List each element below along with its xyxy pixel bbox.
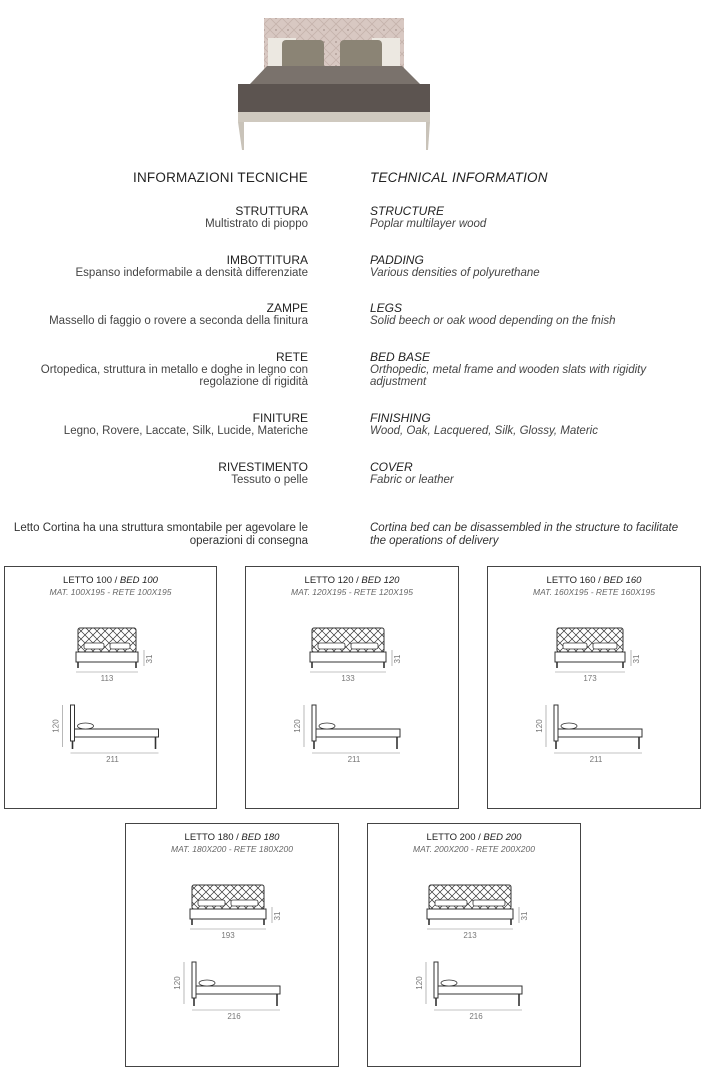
bed-front-width: 133 [341,674,355,683]
spec-label: IMBOTTITURA [226,253,308,267]
spec-label: ZAMPE [266,301,308,315]
bed-size-title-it: LETTO 160 / [546,575,604,586]
bed-base-height: 31 [520,911,529,921]
bed-size-title-it: LETTO 120 / [304,575,362,586]
spec-label: STRUTTURA [235,204,308,218]
spec-label: FINITURE [252,411,308,425]
heading-italian: INFORMAZIONI TECNICHE [133,170,308,185]
spec-label: RETE [275,350,308,364]
spec-label: BED BASE [370,350,431,364]
spec-label: LEGS [370,301,403,315]
bed-size-title-en: BED 180 [241,832,280,843]
bed-headboard-height: 120 [51,719,61,733]
bed-side-view [71,705,159,749]
bed-size-drawing [488,567,700,808]
bed-size-title-en: BED 160 [603,575,642,586]
bed-size-title-it: LETTO 200 / [426,832,484,843]
bed-size-mattress: MAT. 100X195 - RETE 100X195 [49,587,172,597]
bed-size-title-en: BED 200 [483,832,522,843]
bed-side-view [554,705,642,749]
bed-photo [222,0,442,160]
bed-base-height: 31 [273,911,282,921]
spec-value: Ortopedica, struttura in metallo e doghe in legno con regolazione di rigidità [40,363,308,388]
spec-value: Tessuto o pelle [231,473,308,486]
spec-padding-en [370,254,700,279]
bed-base-height: 31 [145,654,154,664]
spec-value: Massello di faggio o rovere a seconda della finitura [49,314,308,327]
spec-value: Multistrato di pioppo [205,217,308,230]
bed-size-title-en: BED 100 [119,575,158,586]
bed-side-length: 216 [227,1012,241,1021]
note-italian: Letto Cortina ha una struttura smontabile per agevolare le operazioni di consegna [13,522,308,547]
bed-front-width: 173 [583,674,597,683]
spec-structure-it [0,205,308,230]
spec-value: Solid beech or oak wood depending on the fnish [370,314,616,327]
bed-size-title-it: LETTO 100 / [63,575,120,586]
spec-padding-it [0,254,308,279]
bed-headboard-height: 120 [535,719,544,733]
spec-base-en [370,351,670,389]
spec-label: FINISHING [370,411,431,425]
bed-size-drawing [246,567,458,808]
spec-value: Poplar multilayer wood [370,217,487,230]
spec-structure-en [370,205,700,230]
bed-size-card [367,823,581,1067]
spec-legs-it [0,302,308,327]
bed-size-mattress: MAT. 160X195 - RETE 160X195 [533,587,655,597]
spec-label: COVER [370,460,413,474]
bed-headboard-height: 120 [173,976,182,990]
bed-front-width: 193 [221,931,235,940]
spec-value: Fabric or leather [370,473,454,486]
heading-english: TECHNICAL INFORMATION [370,170,548,185]
spec-value: Espanso indeformabile a densità differenziate [75,266,308,279]
spec-label: PADDING [370,253,424,267]
bed-base-height: 31 [632,654,641,664]
bed-side-view [434,962,522,1006]
bed-front-view [190,885,266,925]
spec-finishing-it [0,412,308,437]
bed-base-height: 31 [393,654,402,664]
bed-front-width: 213 [463,931,477,940]
bed-size-card [125,823,339,1067]
spec-value: Legno, Rovere, Laccate, Silk, Lucide, Materiche [63,424,308,437]
bed-side-view [312,705,400,749]
spec-base-it [30,351,308,389]
bed-side-length: 211 [347,755,361,764]
bed-front-view [427,885,513,925]
bed-side-length: 211 [589,755,603,764]
spec-value: Orthopedic, metal frame and wooden slats with rigidity adjustment [370,363,647,388]
spec-cover-en [370,461,700,486]
spec-cover-it [0,461,308,486]
spec-legs-en [370,302,700,327]
bed-size-drawing [5,567,216,808]
bed-front-view [310,628,386,668]
spec-value: Various densities of polyurethane [370,266,540,279]
spec-value: Wood, Oak, Lacquered, Silk, Glossy, Materic [370,424,598,437]
bed-side-view [192,962,280,1006]
bed-side-length: 216 [469,1012,483,1021]
bed-side-length: 211 [106,755,119,764]
bed-size-drawing [368,824,580,1066]
bed-size-card [245,566,459,809]
bed-front-width: 113 [100,674,114,683]
bed-size-card [4,566,217,809]
spec-finishing-en [370,412,700,437]
bed-size-mattress: MAT. 200X200 - RETE 200X200 [413,844,535,854]
spec-label: STRUCTURE [370,204,444,218]
bed-headboard-height: 120 [293,719,302,733]
note-english: Cortina bed can be disassembled in the structure to facilitate the operations of delivery [370,522,679,547]
bed-size-mattress: MAT. 180X200 - RETE 180X200 [171,844,293,854]
bed-size-drawing [126,824,338,1066]
bed-size-card [487,566,701,809]
bed-front-view [555,628,625,668]
bed-headboard-height: 120 [415,976,424,990]
bed-size-title-en: BED 120 [361,575,400,586]
bed-front-view [76,628,138,668]
spec-label: RIVESTIMENTO [218,460,308,474]
bed-size-title-it: LETTO 180 / [184,832,242,843]
bed-size-mattress: MAT. 120X195 - RETE 120X195 [291,587,413,597]
